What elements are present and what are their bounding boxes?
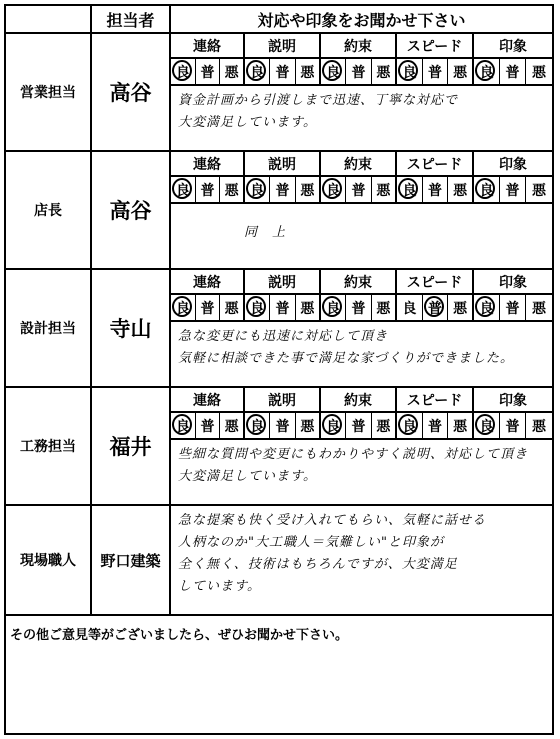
rating-grid: [171, 34, 552, 86]
feedback-comment: [178, 510, 486, 598]
rating-option[interactable]: 普: [500, 59, 526, 84]
staff-row: [6, 34, 552, 152]
rating-option[interactable]: 悪: [372, 59, 397, 84]
rating-option[interactable]: 悪: [220, 295, 245, 320]
comment-line: 全く無く、技術はもちろんですが、大変満足: [178, 557, 458, 572]
other-comments-label: その他ご意見等がございましたら、ぜひお聞かせ下さい。: [10, 628, 349, 643]
staff-row: [6, 388, 552, 506]
feedback-comment: [178, 326, 514, 370]
rating-option[interactable]: 良: [321, 295, 346, 320]
rating-option[interactable]: 普: [500, 177, 526, 202]
rating-category: 説明: [245, 34, 321, 59]
rating-option[interactable]: 普: [196, 59, 221, 84]
rating-option[interactable]: 悪: [532, 64, 546, 81]
staff-role: 営業担当: [6, 34, 92, 150]
rating-option[interactable]: 良: [474, 59, 500, 84]
staff-name: 寺山: [92, 270, 171, 386]
rating-option[interactable]: 普: [423, 59, 449, 84]
staff-name: 野口建築: [92, 506, 171, 614]
rating-option[interactable]: 普: [270, 295, 295, 320]
staff-row: [6, 506, 552, 616]
rating-option[interactable]: 良: [245, 413, 270, 438]
comment-line: 大変満足しています。: [178, 469, 317, 484]
rating-option[interactable]: 良: [321, 413, 346, 438]
rating-option[interactable]: 普: [270, 413, 295, 438]
staff-name: 高谷: [92, 34, 171, 150]
rating-option[interactable]: 良: [245, 59, 270, 84]
rating-option[interactable]: 悪: [532, 418, 546, 435]
comment-line: 大変満足しています。: [178, 115, 317, 130]
rating-option[interactable]: 悪: [448, 413, 474, 438]
role-header: [6, 6, 92, 34]
rating-grid: [171, 388, 552, 440]
comment-line: 資金計画から引渡しまで迅速、丁寧な対応で: [178, 93, 459, 108]
rating-option[interactable]: 普: [196, 295, 221, 320]
rating-category: 説明: [245, 152, 321, 177]
comment-line: 気軽に相談できた事で満足な家づくりができました。: [178, 351, 515, 366]
feedback-comment: [178, 444, 528, 488]
feedback-comment: [244, 222, 286, 244]
rating-option[interactable]: 悪: [296, 295, 321, 320]
rating-category: スピード: [397, 34, 474, 59]
rating-option[interactable]: 悪: [220, 59, 245, 84]
rating-category: スピード: [397, 388, 474, 413]
rating-option[interactable]: 普: [346, 295, 371, 320]
rating-option[interactable]: 悪: [220, 177, 245, 202]
rating-option[interactable]: 普: [196, 413, 221, 438]
rating-category: 連絡: [171, 152, 245, 177]
rating-option[interactable]: 普: [423, 295, 449, 320]
rating-option[interactable]: 良: [245, 177, 270, 202]
rating-option[interactable]: 良: [474, 177, 500, 202]
rating-option[interactable]: 良: [321, 177, 346, 202]
rating-option[interactable]: 悪: [532, 300, 546, 317]
staff-role: 現場職人: [6, 506, 92, 614]
rating-option[interactable]: 良: [397, 413, 423, 438]
staff-role: 設計担当: [6, 270, 92, 386]
rating-category: スピード: [397, 270, 474, 295]
rating-category: 印象: [474, 388, 552, 413]
rating-option[interactable]: 悪: [448, 59, 474, 84]
rating-option[interactable]: 普: [423, 413, 449, 438]
rating-category: 約束: [321, 388, 397, 413]
rating-grid: [171, 152, 552, 204]
rating-option[interactable]: 良: [245, 295, 270, 320]
rating-option[interactable]: 悪: [448, 177, 474, 202]
comment-line: 急な変更にも迅速に対応して頂き: [178, 329, 389, 344]
rating-option[interactable]: 普: [346, 413, 371, 438]
rating-category: 約束: [321, 34, 397, 59]
rating-option[interactable]: 普: [346, 177, 371, 202]
rating-option[interactable]: 悪: [220, 413, 245, 438]
rating-category: 約束: [321, 270, 397, 295]
person-header: 担当者: [92, 6, 171, 34]
rating-option[interactable]: 普: [500, 413, 526, 438]
staff-role: 店長: [6, 152, 92, 268]
comment-line: 些細な質問や変更にもわかりやすく説明、対応して頂き: [178, 447, 529, 462]
rating-option[interactable]: 良: [474, 295, 500, 320]
rating-option[interactable]: 普: [346, 59, 371, 84]
rating-option[interactable]: 良: [397, 295, 423, 320]
rating-category: 説明: [245, 270, 321, 295]
rating-category: 連絡: [171, 388, 245, 413]
staff-name: 高谷: [92, 152, 171, 268]
survey-sheet: [4, 4, 554, 735]
rating-category: 印象: [474, 34, 552, 59]
rating-category: 説明: [245, 388, 321, 413]
staff-row: [6, 270, 552, 388]
rating-option[interactable]: 悪: [372, 413, 397, 438]
rating-option[interactable]: 良: [397, 177, 423, 202]
rating-option[interactable]: 悪: [448, 295, 474, 320]
rating-option[interactable]: 悪: [296, 177, 321, 202]
comment-line: しています。: [178, 579, 261, 594]
rating-option[interactable]: 良: [321, 59, 346, 84]
rating-category: 印象: [474, 152, 552, 177]
rating-option[interactable]: 良: [397, 59, 423, 84]
rating-option[interactable]: 普: [500, 295, 526, 320]
rating-option[interactable]: 良: [474, 413, 500, 438]
rating-option[interactable]: 悪: [372, 295, 397, 320]
comment-line: 人柄なのか"大工職人＝気難しい"と印象が: [178, 535, 444, 550]
rating-category: スピード: [397, 152, 474, 177]
feedback-comment: [178, 90, 458, 134]
rating-option[interactable]: 悪: [532, 182, 546, 199]
rating-option[interactable]: 悪: [296, 413, 321, 438]
rating-category: 約束: [321, 152, 397, 177]
rating-category: 連絡: [171, 270, 245, 295]
rating-grid: [171, 270, 552, 322]
rating-option[interactable]: 普: [270, 59, 295, 84]
staff-role: 工務担当: [6, 388, 92, 504]
staff-row: [6, 152, 552, 270]
rating-option[interactable]: 良: [171, 177, 196, 202]
rating-option[interactable]: 普: [423, 177, 449, 202]
rating-category: 印象: [474, 270, 552, 295]
rating-option[interactable]: 良: [171, 413, 196, 438]
rating-option[interactable]: 良: [171, 59, 196, 84]
comment-line: 急な提案も快く受け入れてもらい、気軽に話せる: [178, 513, 487, 528]
comment-line: 同 上: [244, 225, 287, 240]
rating-option[interactable]: 良: [171, 295, 196, 320]
staff-name: 福井: [92, 388, 171, 504]
rating-option[interactable]: 普: [270, 177, 295, 202]
feedback-header: 対応や印象をお聞かせ下さい: [171, 6, 552, 34]
rating-option[interactable]: 悪: [372, 177, 397, 202]
rating-category: 連絡: [171, 34, 245, 59]
rating-option[interactable]: 悪: [296, 59, 321, 84]
rating-option[interactable]: 普: [196, 177, 221, 202]
